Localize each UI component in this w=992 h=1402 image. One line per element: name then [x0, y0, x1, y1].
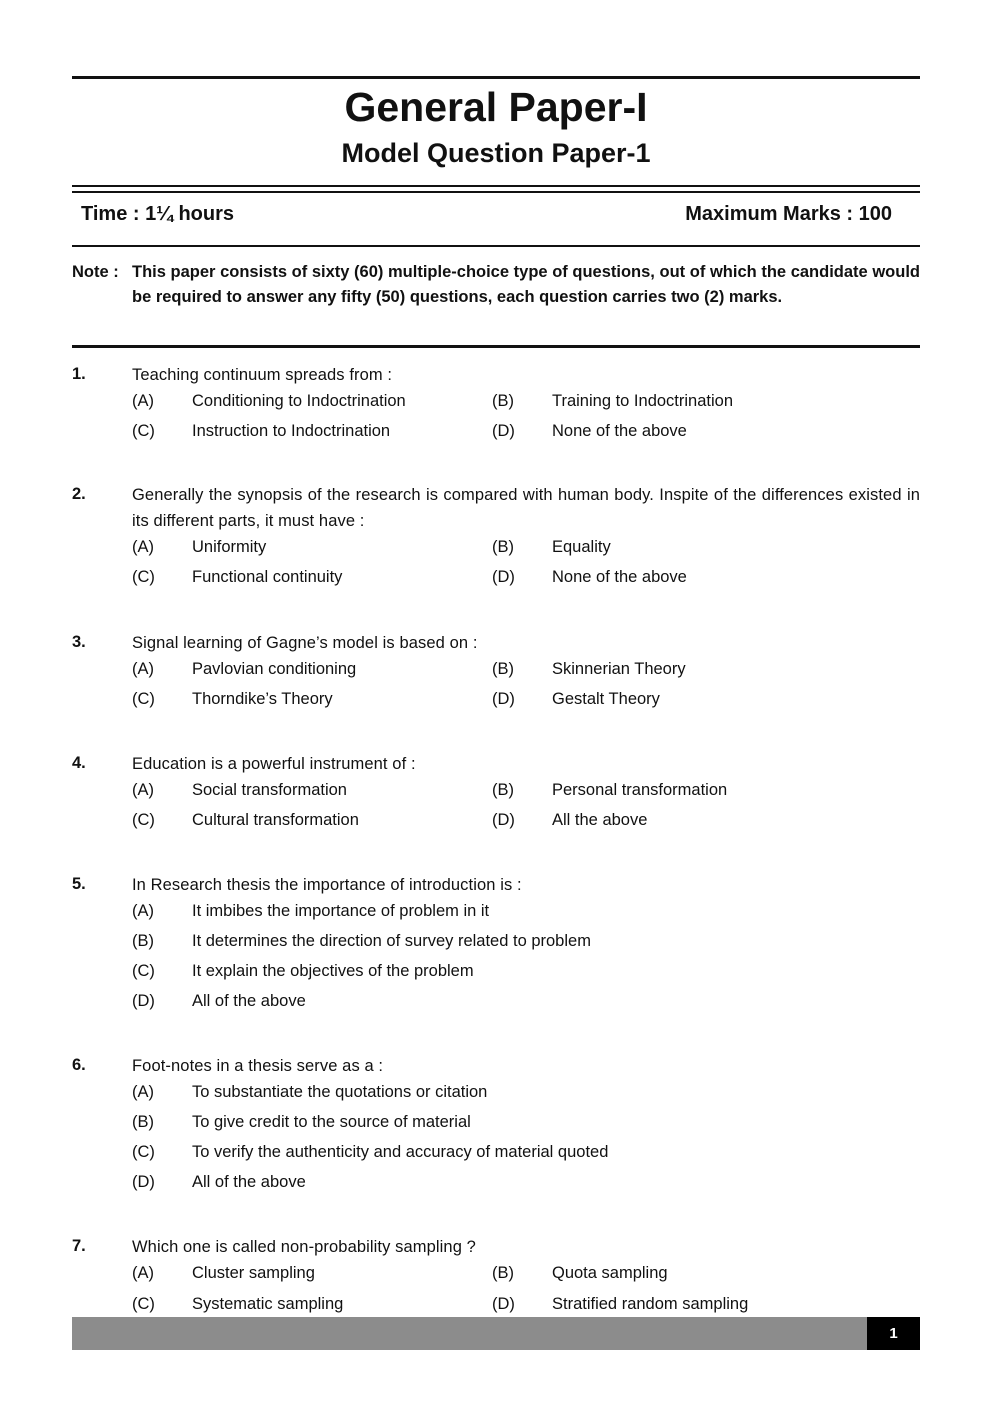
option-text: To give credit to the source of material — [192, 1113, 471, 1131]
option-text: None of the above — [552, 568, 687, 586]
question-text: Foot-notes in a thesis serve as a : — [132, 1057, 384, 1075]
option-letter: (C) — [132, 1143, 155, 1161]
option-text: Thorndike’s Theory — [192, 690, 333, 708]
option-letter: (A) — [132, 660, 154, 678]
footer-bar — [72, 1317, 920, 1350]
option-letter: (D) — [492, 690, 515, 708]
note-label: Note : — [72, 263, 119, 281]
time-label: Time : 1¼ hours — [81, 203, 235, 225]
option-text: Cultural transformation — [192, 811, 359, 829]
option-letter: (A) — [132, 1264, 154, 1282]
option-letter: (B) — [492, 538, 514, 556]
option-text: All the above — [552, 811, 648, 829]
question-number: 3. — [72, 633, 86, 651]
option-text: It imbibes the importance of problem in it — [192, 902, 490, 920]
option-text: Equality — [552, 538, 611, 556]
option-letter: (D) — [492, 1295, 515, 1313]
page-number: 1 — [867, 1317, 920, 1350]
option-text: Pavlovian conditioning — [192, 660, 357, 678]
question-text: Which one is called non-probability sampling ? — [132, 1238, 476, 1256]
option-text: Conditioning to Indoctrination — [192, 392, 406, 410]
max-marks-label: Maximum Marks : 100 — [685, 203, 892, 225]
option-letter: (D) — [132, 992, 155, 1010]
option-text: None of the above — [552, 422, 687, 440]
option-letter: (A) — [132, 392, 154, 410]
question-number: 5. — [72, 875, 86, 893]
question-text: In Research thesis the importance of introduction is : — [132, 876, 522, 894]
note-text: This paper consists of sixty (60) multiple-choice type of questions, out of which the candidate would be required to answer any fifty (50) questions, each question carries two (2) marks. — [132, 263, 920, 306]
note-rule — [72, 345, 920, 348]
option-letter: (D) — [492, 422, 515, 440]
option-text: To verify the authenticity and accuracy of material quoted — [192, 1143, 609, 1161]
option-letter: (B) — [492, 660, 514, 678]
option-text: Stratified random sampling — [552, 1295, 749, 1313]
option-text: All of the above — [192, 1173, 306, 1191]
option-text: Functional continuity — [192, 568, 343, 586]
question-text: Signal learning of Gagne’s model is based on : — [132, 634, 478, 652]
option-letter: (B) — [492, 392, 514, 410]
option-text: All of the above — [192, 992, 306, 1010]
option-letter: (C) — [132, 690, 155, 708]
option-letter: (C) — [132, 1295, 155, 1313]
paper-title: General Paper-I — [344, 84, 648, 130]
option-text: Quota sampling — [552, 1264, 668, 1282]
option-letter: (C) — [132, 568, 155, 586]
option-letter: (D) — [492, 811, 515, 829]
top-rule — [72, 76, 920, 79]
question-number: 1. — [72, 365, 86, 383]
question-text: Teaching continuum spreads from : — [132, 366, 393, 384]
option-letter: (D) — [492, 568, 515, 586]
option-text: Systematic sampling — [192, 1295, 344, 1313]
question-text: Generally the synopsis of the research is compared with human body. Inspite of the differences existed in its different parts, it must have : — [132, 486, 920, 530]
option-text: Cluster sampling — [192, 1264, 315, 1282]
option-letter: (B) — [492, 781, 514, 799]
meta-rule — [72, 245, 920, 247]
option-letter: (C) — [132, 422, 155, 440]
question-number: 2. — [72, 485, 86, 503]
option-text: It determines the direction of survey related to problem — [192, 932, 591, 950]
option-text: Personal transformation — [552, 781, 728, 799]
option-letter: (A) — [132, 781, 154, 799]
option-letter: (A) — [132, 902, 154, 920]
option-text: Training to Indoctrination — [552, 392, 733, 410]
option-letter: (B) — [132, 1113, 154, 1131]
option-text: To substantiate the quotations or citation — [192, 1083, 488, 1101]
option-text: Gestalt Theory — [552, 690, 660, 708]
option-letter: (B) — [132, 932, 154, 950]
option-text: Social transformation — [192, 781, 347, 799]
option-letter: (D) — [132, 1173, 155, 1191]
question-number: 6. — [72, 1056, 86, 1074]
option-letter: (A) — [132, 1083, 154, 1101]
option-text: It explain the objectives of the problem — [192, 962, 474, 980]
option-letter: (C) — [132, 811, 155, 829]
option-letter: (B) — [492, 1264, 514, 1282]
double-rule-top — [72, 185, 920, 187]
option-text: Skinnerian Theory — [552, 660, 686, 678]
option-text: Instruction to Indoctrination — [192, 422, 391, 440]
question-number: 7. — [72, 1237, 86, 1255]
question-number: 4. — [72, 754, 86, 772]
paper-subtitle: Model Question Paper-1 — [341, 138, 651, 168]
option-letter: (C) — [132, 962, 155, 980]
option-text: Uniformity — [192, 538, 267, 556]
option-letter: (A) — [132, 538, 154, 556]
double-rule-bottom — [72, 191, 920, 193]
question-text: Education is a powerful instrument of : — [132, 755, 416, 773]
